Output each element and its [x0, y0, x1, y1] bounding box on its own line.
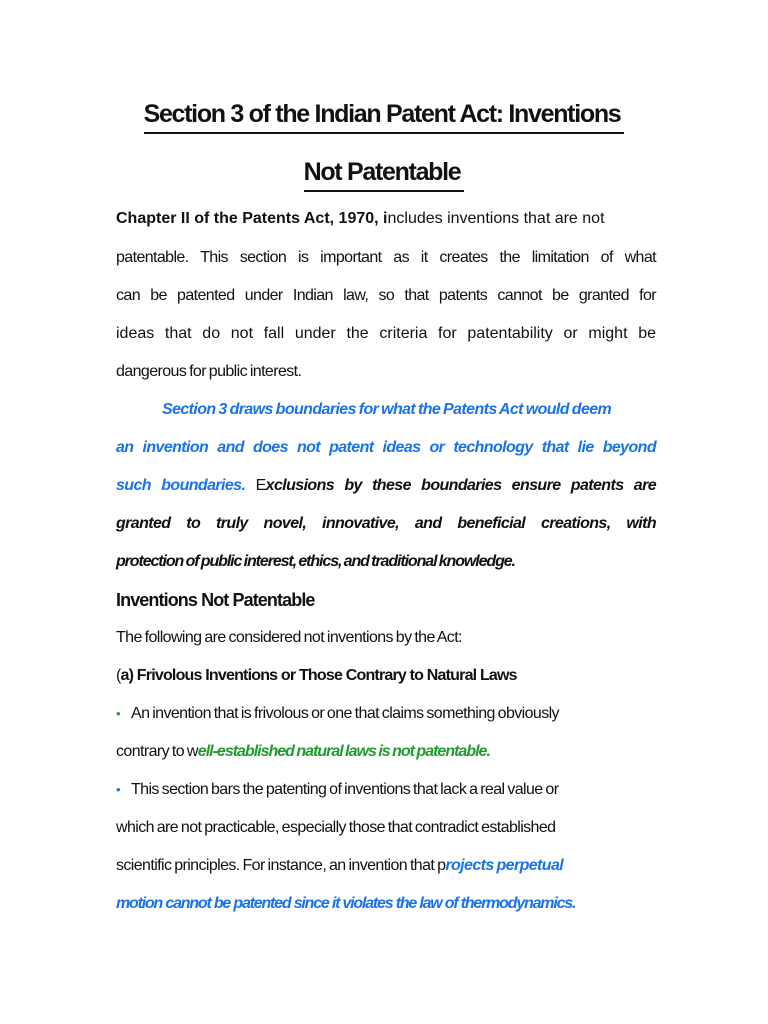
intro-line-1: Chapter II of the Patents Act, 1970, includes inventions that are not: [116, 210, 605, 227]
intro-line-3: can be patented under Indian law, so that patents cannot be granted for: [116, 287, 656, 304]
bullet-dot-icon: •: [116, 706, 120, 721]
lead-in-text: The following are considered not inventions by the Act:: [116, 629, 462, 646]
bullet-1-line-2: contrary to well-established natural laws is not patentable.: [116, 743, 490, 760]
page-title-line-1: Section 3 of the Indian Patent Act: Inventions: [0, 100, 768, 134]
page-title-line-2: Not Patentable: [0, 158, 768, 192]
intro-line-4: ideas that do not fall under the criteria for patentability or might be: [116, 325, 656, 342]
highlight-line-2: an invention and does not patent ideas or technology that lie beyond: [116, 439, 656, 456]
bullet-dot-icon: •: [116, 782, 120, 797]
bullet-2-line-1: • This section bars the patenting of inventions that lack a real value or: [116, 781, 559, 798]
section-heading: Inventions Not Patentable: [116, 590, 315, 610]
highlight-line-4: granted to truly novel, innovative, and beneficial creations, with: [116, 515, 656, 532]
subsection-heading: (a) Frivolous Inventions or Those Contrary to Natural Laws: [116, 667, 517, 684]
bullet-2-line-2: which are not practicable, especially those that contradict established: [116, 819, 556, 836]
intro-line-2: patentable. This section is important as it creates the limitation of what: [116, 249, 656, 266]
bullet-2-line-4: motion cannot be patented since it violates the law of thermodynamics.: [116, 895, 576, 912]
highlight-line-1: Section 3 draws boundaries for what the Patents Act would deem: [162, 401, 612, 418]
highlight-line-5: protection of public interest, ethics, and traditional knowledge.: [116, 553, 515, 570]
intro-line-5: dangerous for public interest.: [116, 363, 302, 380]
highlight-line-3: such boundaries. Exclusions by these boundaries ensure patents are: [116, 477, 656, 494]
bullet-1-line-1: • An invention that is frivolous or one that claims something obviously: [116, 705, 559, 722]
bullet-2-line-3: scientific principles. For instance, an invention that projects perpetual: [116, 857, 564, 874]
